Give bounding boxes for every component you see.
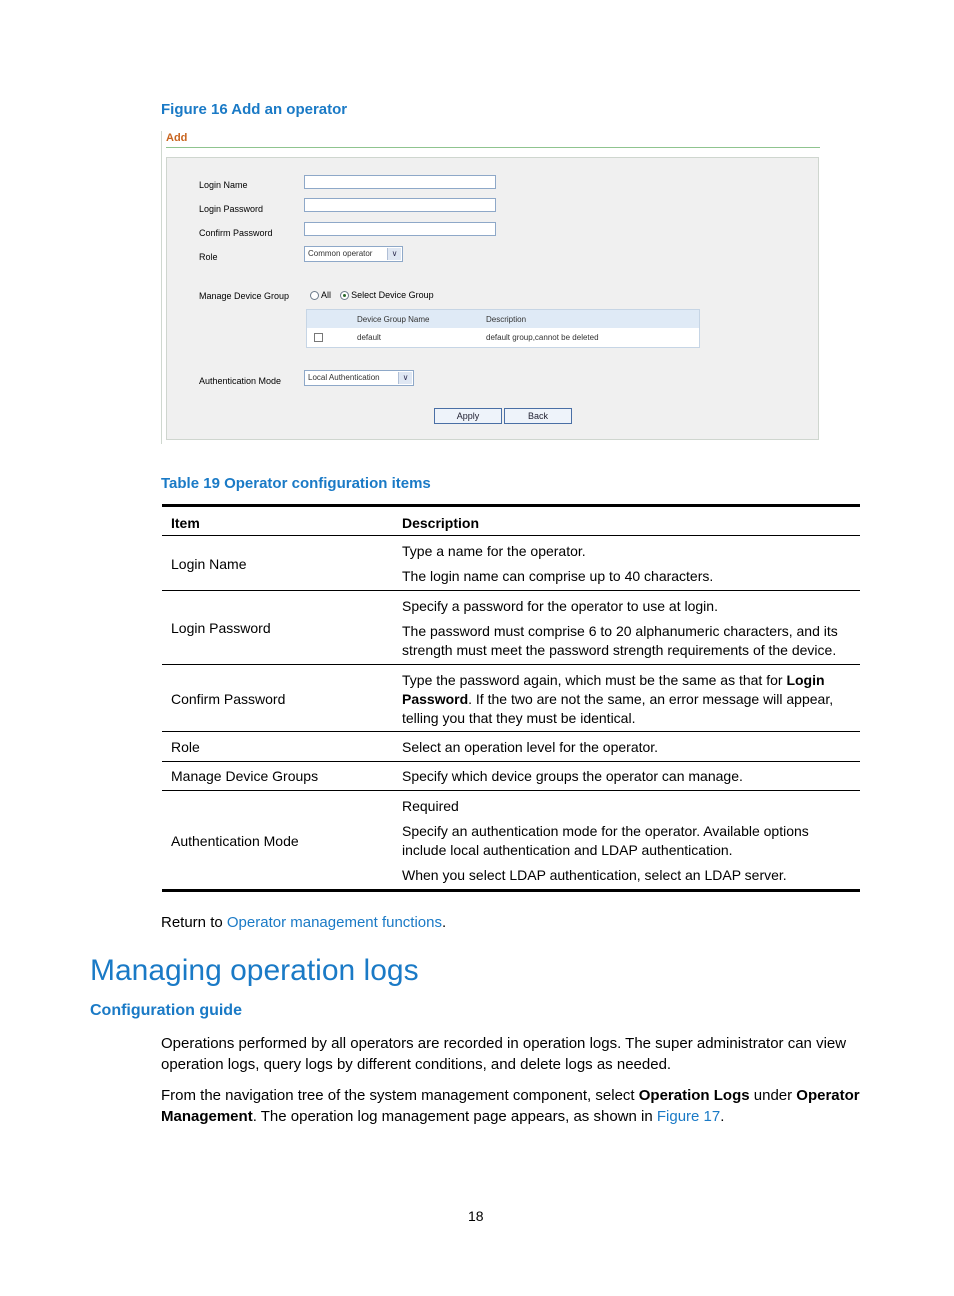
figure-17-link[interactable]: Figure 17 (656, 1108, 721, 1125)
role-label: Role (199, 252, 218, 262)
return-prefix: Return to (161, 914, 227, 931)
section-title: Managing operation logs (90, 954, 419, 987)
chevron-down-icon[interactable]: ∨ (398, 372, 412, 384)
table-row-desc: Specify an authentication mode for the operator. Available options (402, 823, 809, 839)
login-password-input[interactable] (304, 198, 496, 212)
grid-row-desc: default group,cannot be deleted (486, 333, 599, 342)
row-divider (162, 761, 860, 762)
table-row-desc: strength must meet the password strength requirements of the device. (402, 642, 837, 658)
auth-select-value: Local Authentication (308, 373, 380, 382)
login-password-label: Login Password (199, 204, 264, 214)
table-bottom-rule (162, 889, 860, 892)
p2-bold: Operator (796, 1087, 860, 1104)
figure-caption: Figure 16 Add an operator (161, 101, 348, 118)
radio-select-device-group-label: Select Device Group (351, 290, 434, 300)
figure-border (161, 131, 162, 444)
role-select-value: Common operator (308, 249, 373, 258)
device-group-radios (310, 290, 434, 300)
table-row-desc (402, 672, 825, 688)
table-row-item: Login Name (171, 556, 247, 572)
manage-device-group-label: Manage Device Group (199, 291, 290, 301)
table-row-desc (402, 691, 833, 707)
login-name-label: Login Name (199, 180, 248, 190)
return-suffix: . (442, 914, 447, 931)
table-row-desc: Required (402, 798, 459, 814)
confirm-password-label: Confirm Password (199, 228, 273, 238)
table-col-item: Item (171, 515, 200, 531)
table-col-description: Description (402, 515, 480, 531)
radio-all-label: All (321, 290, 332, 300)
table-row-item: Manage Device Groups (171, 768, 319, 784)
table-row-desc: Specify a password for the operator to use at login. (402, 598, 718, 614)
apply-button[interactable]: Apply (434, 408, 502, 424)
p2-text: under (749, 1087, 797, 1104)
table-row-desc: The password must comprise 6 to 20 alphanumeric characters, and its (402, 623, 838, 639)
paragraph-line: Operations performed by all operators are recorded in operation logs. The super administrator can view (161, 1035, 847, 1052)
section-subtitle: Configuration guide (90, 1002, 242, 1019)
table-row-desc: Specify which device groups the operator can manage. (402, 768, 743, 784)
table-caption: Table 19 Operator configuration items (161, 475, 431, 492)
p2-text: From the navigation tree of the system management component, select (161, 1087, 639, 1104)
table-row-desc: telling you that they must be identical. (402, 710, 636, 726)
panel-title: Add (166, 132, 188, 144)
p2-bold: Management (161, 1108, 253, 1125)
radio-all[interactable] (310, 291, 319, 300)
table-top-rule (162, 504, 860, 507)
table-row-desc: When you select LDAP authentication, select an LDAP server. (402, 867, 787, 883)
authentication-mode-select[interactable] (304, 370, 414, 386)
table-row-item: Authentication Mode (171, 833, 299, 849)
table-row-item: Confirm Password (171, 691, 286, 707)
desc-text: . If the two are not the same, an error message will appear, (468, 691, 834, 707)
grid-row-checkbox[interactable] (314, 333, 323, 342)
page-number: 18 (468, 1208, 484, 1224)
row-divider (162, 590, 860, 591)
grid-col-name: Device Group Name (357, 315, 430, 324)
table-row-desc: include local authentication and LDAP authentication. (402, 842, 733, 858)
table-row-item: Login Password (171, 620, 271, 636)
desc-bold: Password (402, 691, 469, 707)
paragraph-line: operation logs, query logs by different conditions, and delete logs as needed. (161, 1056, 672, 1073)
device-group-grid (306, 309, 700, 348)
grid-row-name: default (357, 333, 382, 342)
login-name-input[interactable] (304, 175, 496, 189)
row-divider (162, 790, 860, 791)
row-divider (162, 731, 860, 732)
p2-text: . The operation log management page appears, as shown in (252, 1108, 657, 1125)
row-divider (162, 664, 860, 665)
desc-bold: Login (786, 672, 825, 688)
confirm-password-input[interactable] (304, 222, 496, 236)
operator-management-link[interactable]: Operator management functions (226, 914, 442, 931)
desc-text: Type the password again, which must be the same as that for (402, 672, 787, 688)
table-row-desc: Type a name for the operator. (402, 543, 586, 559)
chevron-down-icon[interactable]: ∨ (387, 248, 401, 260)
back-button[interactable]: Back (504, 408, 572, 424)
table-row-desc: The login name can comprise up to 40 characters. (402, 568, 714, 584)
table-row-item: Role (171, 739, 200, 755)
authentication-mode-label: Authentication Mode (199, 376, 282, 386)
table-header-rule (162, 535, 860, 536)
return-line (161, 912, 446, 933)
p2-text: . (720, 1108, 725, 1125)
p2-bold: Operation Logs (638, 1087, 750, 1104)
paragraph-line (161, 1106, 724, 1127)
radio-select-device-group[interactable] (340, 291, 349, 300)
paragraph-line (161, 1085, 860, 1106)
grid-col-desc: Description (486, 315, 527, 324)
role-select[interactable] (304, 246, 403, 262)
panel-title-divider (166, 147, 820, 148)
table-row-desc: Select an operation level for the operator. (402, 739, 659, 755)
